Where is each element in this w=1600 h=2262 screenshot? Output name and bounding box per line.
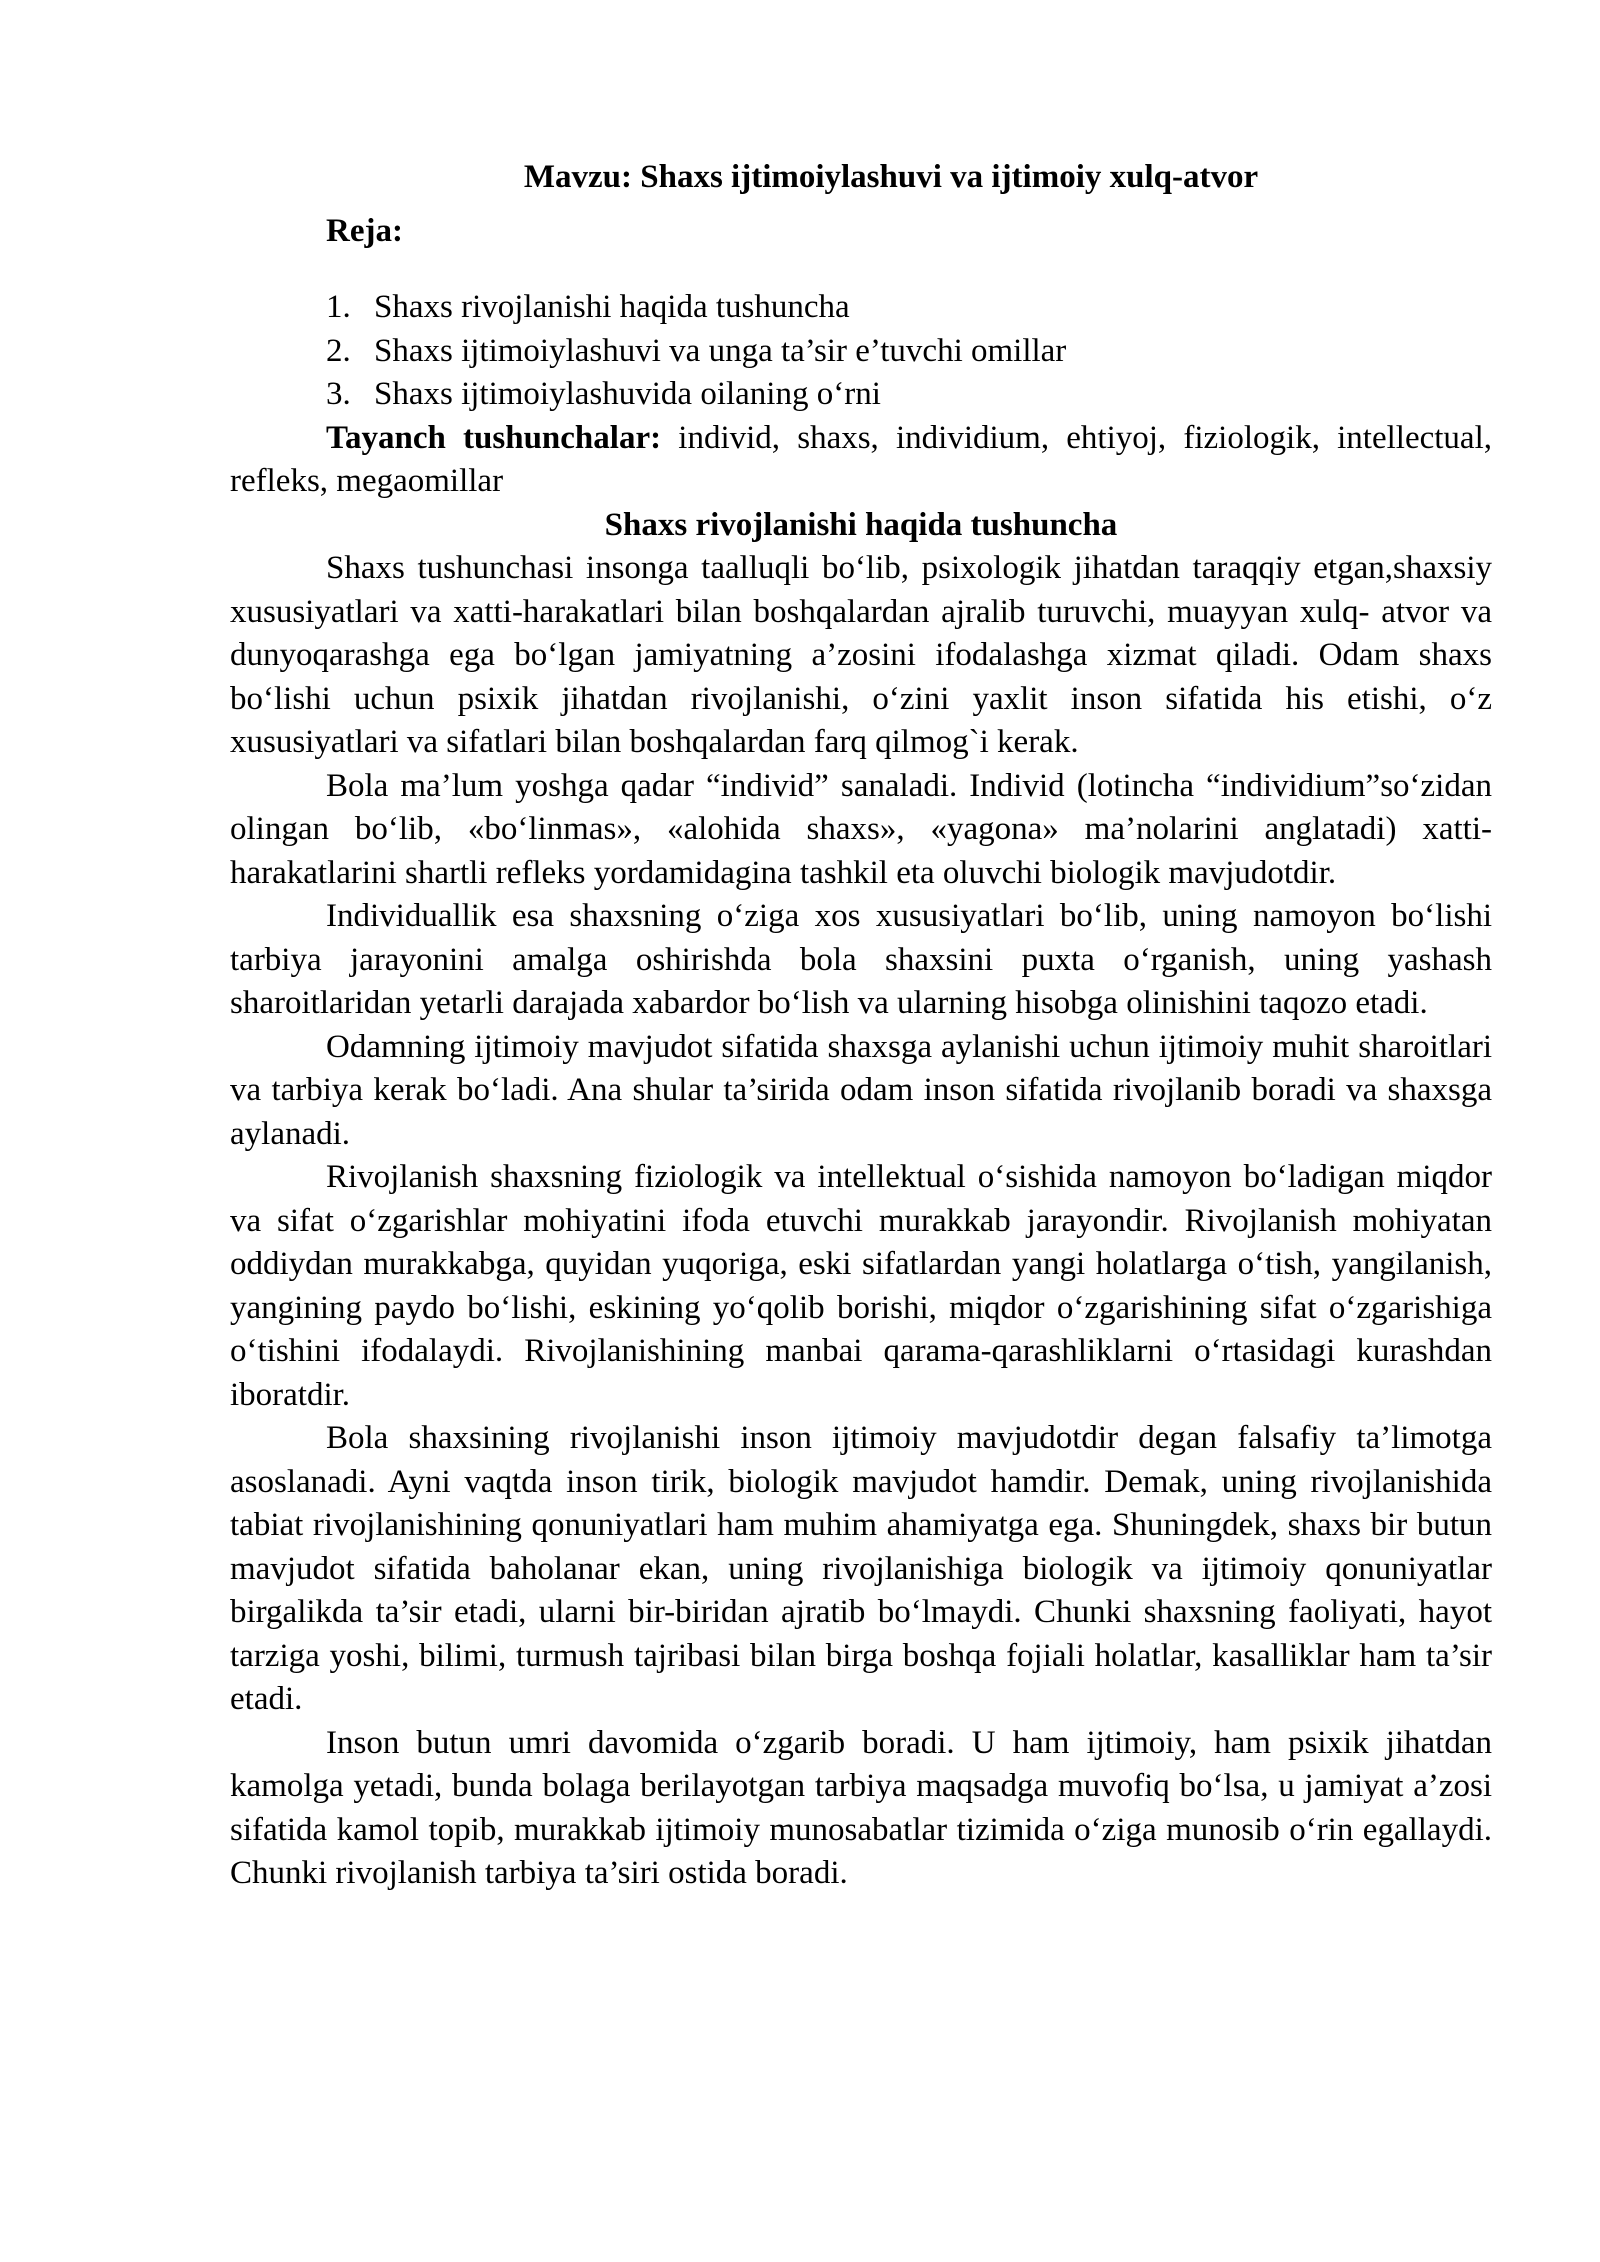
document-body — [230, 150, 1492, 1896]
plan-item-text: Shaxs ijtimoiylashuvi va unga ta’sir e’tuvchi omillar — [374, 332, 1067, 369]
plan-item — [326, 373, 1492, 417]
body-paragraph: Individuallik esa shaxsning o‘ziga xos xususiyatlari bo‘lib, uning namoyon bo‘lishi tarbiya jarayonini amalga oshirishda bola shaxsini puxta o‘rganish, uning yashash sharoitlaridan yetarli darajada xabardor bo‘lish va ularning hisobga olinishini taqozo etadi. — [230, 898, 1492, 1021]
body-paragraph: Odamning ijtimoiy mavjudot sifatida shaxsga aylanishi uchun ijtimoiy muhit sharoitlari va tarbiya kerak bo‘ladi. Ana shular ta’sirida odam inson sifatida rivojlanib boradi va shaxsga aylanadi. — [230, 1028, 1492, 1152]
body-paragraph: Bola ma’lum yoshga qadar “individ” sanaladi. Individ (lotincha “individium”so‘zidan olingan bo‘lib, «bo‘linmas», «alohida shaxs», «yagona» ma’nolarini anglatadi) xatti-harakatlarini shartli refleks yordamidagina tashkil eta oluvchi biologik mavjudotdir. — [230, 767, 1492, 891]
key-terms-text: individ, shaxs, individium, ehtiyoj, fiziologik, intellectual, refleks, megaomillar — [230, 419, 1492, 499]
plan-item-number: 2. — [326, 332, 351, 369]
plan-item-text: Shaxs rivojlanishi haqida tushuncha — [374, 289, 850, 325]
body-paragraph: Shaxs tushunchasi insonga taalluqli bo‘lib, psixologik jihatdan taraqqiy etgan,shaxsiy xususiyatlari va xatti-harakatlari bilan boshqalardan ajralib turuvchi, muayyan xulq- atvor va dunyoqarashga ega bo‘lgan jamiyatning a’zosini ifodalashga xizmat qiladi. Odam shaxs bo‘lishi uchun psixik jihatdan rivojlanishi, o‘zini yaxlit inson sifatida his etishi, o‘z xususiyatlari va sifatlari bilan boshqalardan farq qilmog`i kerak. — [230, 550, 1492, 760]
section-heading: Shaxs rivojlanishi haqida tushuncha — [604, 506, 1118, 543]
plan-list — [230, 286, 1492, 417]
plan-item — [326, 330, 1492, 374]
plan-item-number: 3. — [326, 376, 351, 412]
plan-item — [326, 286, 1492, 330]
document-title: Mavzu: Shaxs ijtimoiylashuvi va ijtimoiy xulq-atvor — [523, 159, 1259, 195]
body-paragraph: Rivojlanish shaxsning fiziologik va intellektual o‘sishida namoyon bo‘ladigan miqdor va sifat o‘zgarishlar mohiyatini ifoda etuvchi murakkab jarayondir. Rivojlanish mohiyatan oddiydan murakkabga, quyidan yuqoriga, eski sifatlardan yangi holatlarga o‘tish, yangilanish, yangining paydo bo‘lishi, eskining yo‘qolib borishi, miqdor o‘zgarishining sifat o‘zgarishiga o‘tishini ifodalaydi. Rivojlanishining manbai qarama-qarashliklarni o‘rtasidagi kurashdan iboratdir. — [230, 1159, 1492, 1413]
body-paragraph: Bola shaxsining rivojlanishi inson ijtimoiy mavjudotdir degan falsafiy ta’limotga asoslanadi. Ayni vaqtda inson tirik, biologik mavjudot hamdir. Demak, uning rivojlanishida tabiat rivojlanishining qonuniyatlari ham muhim ahamiyatga ega. Shuningdek, shaxs bir butun mavjudot sifatida baholanar ekan, uning rivojlanishiga biologik va ijtimoiy qonuniyatlar birgalikda ta’sir etadi, ularni bir-biridan ajratib bo‘lmaydi. Chunki shaxsning faoliyati, hayot tarziga yoshi, bilimi, turmush tajribasi bilan birga boshqa fojiali holatlar, kasalliklar ham ta’sir etadi. — [230, 1420, 1492, 1717]
plan-label: Reja: — [326, 213, 403, 249]
plan-item-text: Shaxs ijtimoiylashuvida oilaning o‘rni — [374, 376, 881, 412]
key-terms-label: Tayanch tushunchalar: — [326, 419, 662, 456]
plan-item-number: 1. — [326, 289, 351, 325]
key-terms-paragraph — [230, 417, 1492, 504]
body-paragraph: Inson butun umri davomida o‘zgarib boradi. U ham ijtimoiy, ham psixik jihatdan kamolga yetadi, bunda bolaga berilayotgan tarbiya maqsadga muvofiq bo‘lsa, u jamiyat a’zosi sifatida kamol topib, murakkab ijtimoiy munosabatlar tizimida o‘ziga munosib o‘rin egallaydi. Chunki rivojlanish tarbiya ta’siri ostida boradi. — [230, 1724, 1492, 1891]
